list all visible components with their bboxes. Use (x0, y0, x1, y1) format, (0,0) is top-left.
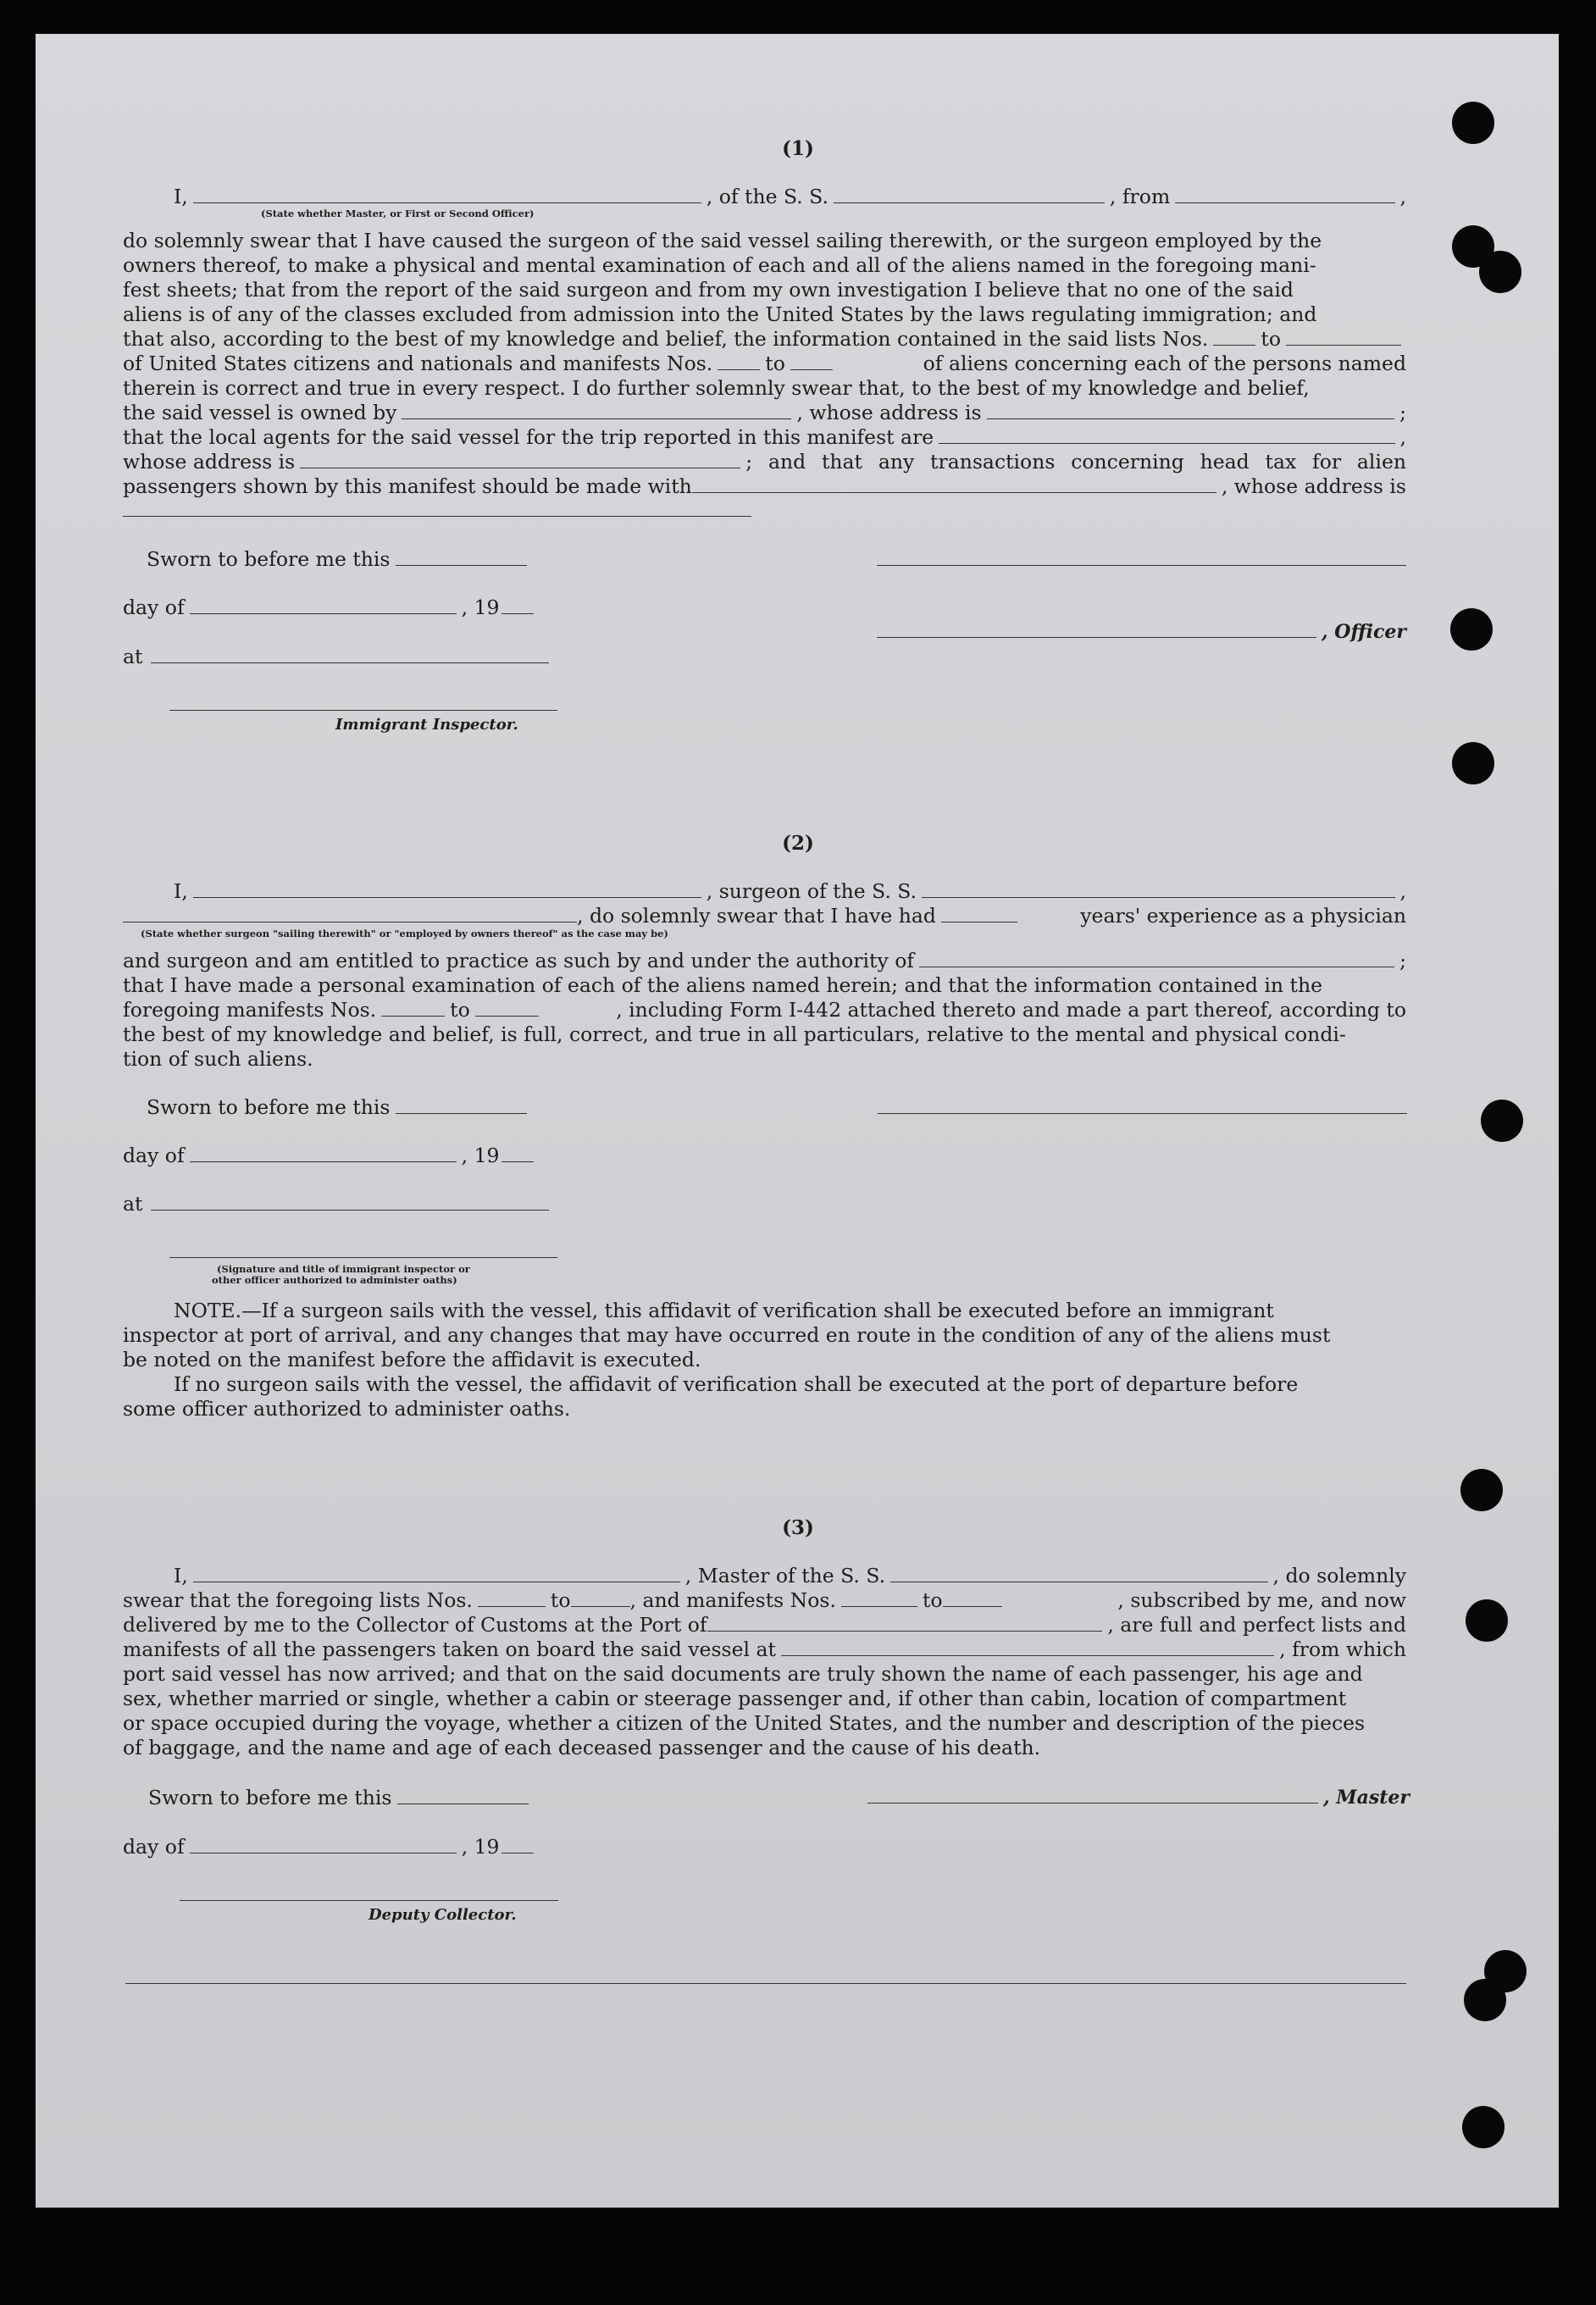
deputy-signature-line[interactable] (180, 1900, 558, 1901)
text: , of the S. S. (706, 185, 828, 208)
section-number: (2) (782, 832, 814, 855)
text: whose address is (123, 450, 296, 474)
master-label: , Master (1322, 1787, 1410, 1809)
inspector-signature-line[interactable] (169, 1257, 557, 1258)
text: that also, according to the best of my knowledge and belief, the information contained in the said lists Nos. (123, 327, 1209, 351)
para-line: that I have made a personal examination of each of the aliens named herein; and that the information contained in the (123, 973, 1322, 997)
para-line: sex, whether married or single, whether a cabin or steerage passenger and, if other than cabin, location of compartment (123, 1687, 1347, 1710)
para-line: port said vessel has now arrived; and that on the said documents are truly shown the name of each passenger, his age and (123, 1662, 1363, 1686)
text: of aliens concerning each of the persons named (923, 352, 1406, 375)
blank-field[interactable] (396, 565, 527, 566)
text: to (450, 998, 470, 1022)
at-line (123, 1192, 1406, 1216)
blank-field[interactable] (877, 637, 1316, 638)
day-line (123, 1835, 1406, 1859)
binder-hole (1452, 742, 1494, 784)
blank-field[interactable] (718, 369, 760, 370)
text: day of (123, 596, 185, 619)
text: , whose address is (1221, 474, 1406, 498)
text: the said vessel is owned by (123, 401, 397, 424)
note-line: inspector at port of arrival, and any changes that may have occurred en route in the condition of any of the aliens must (123, 1323, 1331, 1347)
text: , 19 (461, 1144, 500, 1167)
master-signature-line (867, 1786, 1410, 1810)
text: foregoing manifests Nos. (123, 998, 377, 1022)
blank-field[interactable] (475, 1016, 539, 1017)
text: Sworn to before me this (147, 1095, 391, 1119)
binder-hole (1479, 251, 1521, 293)
blank-field[interactable] (193, 202, 701, 203)
blank-field[interactable] (381, 1016, 445, 1017)
text: that the local agents for the said vessel for the trip reported in this manifest are (123, 425, 934, 449)
sworn-line (123, 547, 1406, 572)
binder-hole (1481, 1100, 1523, 1142)
blank-field[interactable] (834, 202, 1105, 203)
text: , are full and perfect lists and (1107, 1613, 1406, 1637)
sworn-line (123, 1095, 1406, 1120)
text: ; and that any transactions concerning head tax for alien (745, 450, 1406, 474)
officer-line (877, 620, 1406, 645)
text: Sworn to before me this (147, 547, 391, 571)
blank-field[interactable] (190, 1161, 457, 1162)
blank-field[interactable] (987, 418, 1394, 419)
binder-hole (1464, 1979, 1506, 2021)
text: and surgeon and am entitled to practice as such by and under the authority of (123, 949, 915, 972)
section-number: (3) (782, 1516, 814, 1539)
text: , Master of the S. S. (684, 1564, 886, 1587)
field-hint: (State whether surgeon "sailing therewith" or "employed by owners thereof" as the case may be) (141, 928, 668, 939)
text: day of (123, 1144, 185, 1167)
blank-field[interactable] (502, 1161, 534, 1162)
blank-field[interactable] (478, 1606, 546, 1607)
text: of United States citizens and nationals and manifests Nos. (123, 352, 713, 375)
blank-field[interactable] (841, 1606, 917, 1607)
note-line: be noted on the manifest before the affidavit is executed. (123, 1348, 701, 1371)
text: , 19 (461, 1835, 500, 1859)
text: , 19 (461, 596, 500, 619)
blank-field[interactable] (943, 1606, 1002, 1607)
para-line: or space occupied during the voyage, whether a citizen of the United States, and the number and description of the pieces (123, 1711, 1366, 1735)
master-line (123, 185, 1406, 209)
text: , from (1109, 185, 1171, 208)
para-line: owners thereof, to make a physical and mental examination of each and all of the aliens named in the foregoing mani- (123, 253, 1316, 277)
blank-field[interactable] (692, 492, 1216, 493)
para-line (123, 1637, 1406, 1662)
blank-field[interactable] (502, 613, 534, 614)
blank-field[interactable] (1175, 202, 1394, 203)
blank-field[interactable] (941, 922, 1017, 923)
text: swear that the foregoing lists Nos. (123, 1588, 473, 1612)
officer-signature-line[interactable] (877, 565, 1406, 566)
para-line (123, 450, 1406, 474)
para-line: tion of such aliens. (123, 1047, 313, 1071)
para-line (123, 949, 1406, 973)
para-line: aliens is of any of the classes excluded from admission into the United States by the laws regulating immigration; and (123, 302, 1317, 326)
para-line (123, 1588, 1406, 1613)
para-line: do solemnly swear that I have caused the surgeon of the said vessel sailing therewith, or the surgeon employed by the (123, 229, 1322, 252)
para-line (123, 1613, 1406, 1637)
blank-field[interactable] (707, 1631, 1103, 1632)
para-line (123, 327, 1406, 352)
para-line: therein is correct and true in every respect. I do further solemnly swear that, to the best of my knowledge and belief, (123, 376, 1310, 400)
text: years' experience as a physician (1080, 904, 1406, 928)
blank-field[interactable] (190, 613, 457, 614)
text: to (922, 1588, 943, 1612)
note-line: NOTE.—If a surgeon sails with the vessel, this affidavit of verification shall be executed before an immigrant (174, 1299, 1274, 1322)
surgeon-signature-line[interactable] (878, 1113, 1407, 1114)
text: ; (1399, 949, 1406, 972)
master-line (123, 1564, 1406, 1588)
text: , surgeon of the S. S. (706, 879, 917, 903)
text: , whose address is (796, 401, 982, 424)
text: ; (1399, 401, 1406, 424)
blank-field[interactable] (402, 418, 791, 419)
day-line (123, 596, 1406, 620)
text: , from which (1279, 1637, 1406, 1661)
blank-field[interactable] (867, 1803, 1318, 1804)
text: manifests of all the passengers taken on board the said vessel at (123, 1637, 776, 1661)
blank-field[interactable] (1286, 345, 1401, 346)
blank-field[interactable] (396, 1113, 527, 1114)
text: to (765, 352, 785, 375)
blank-field[interactable] (922, 897, 1394, 898)
para-line (123, 401, 1406, 425)
text: delivered by me to the Collector of Customs at the Port of (123, 1613, 707, 1637)
text: to (550, 1588, 571, 1612)
text: , do solemnly swear that I have had (577, 904, 936, 928)
para-line (123, 352, 1406, 376)
text: passengers shown by this manifest should be made with (123, 474, 692, 498)
para-line: fest sheets; that from the report of the said surgeon and from my own investigation I believe that no one of the said (123, 278, 1294, 302)
para-line (123, 998, 1406, 1022)
text: day of (123, 1835, 185, 1859)
field-hint: (State whether Master, or First or Second Officer) (261, 208, 535, 219)
surgeon-line (123, 879, 1406, 904)
blank-field[interactable] (1213, 345, 1255, 346)
day-line (123, 1144, 1406, 1168)
text: to (1261, 327, 1281, 351)
at-line (123, 645, 1406, 669)
blank-field[interactable] (151, 1210, 549, 1211)
binder-hole (1466, 1599, 1508, 1642)
text: , and manifests Nos. (629, 1588, 836, 1612)
binder-hole (1450, 608, 1493, 651)
blank-field[interactable] (123, 516, 751, 517)
blank-field[interactable] (790, 369, 833, 370)
binder-hole (1460, 1469, 1503, 1511)
text: , including Form I-442 attached thereto and made a part thereof, according to (616, 998, 1406, 1022)
para-line: the best of my knowledge and belief, is full, correct, and true in all particulars, relative to the mental and physical condi- (123, 1022, 1346, 1046)
text: at (123, 1192, 143, 1216)
officer-label: , Officer (1321, 621, 1406, 643)
text: , subscribed by me, and now (1117, 1588, 1406, 1612)
bottom-rule (125, 1983, 1406, 1984)
text: , (1399, 879, 1406, 903)
para-line: of baggage, and the name and age of each deceased passenger and the cause of his death. (123, 1736, 1041, 1759)
signature-hint: (Signature and title of immigrant inspector or (217, 1263, 470, 1275)
text: Sworn to before me this (148, 1786, 392, 1809)
text: I, (174, 1564, 188, 1587)
text: , (1399, 425, 1406, 449)
blank-field[interactable] (939, 443, 1394, 444)
note-line: some officer authorized to administer oaths. (123, 1397, 571, 1421)
text: I, (174, 879, 188, 903)
para-line (123, 474, 1406, 499)
text: , do solemnly (1272, 1564, 1406, 1587)
surgeon-line (123, 904, 1406, 928)
inspector-label: Immigrant Inspector. (335, 716, 518, 734)
section-number: (1) (782, 137, 814, 160)
blank-field[interactable] (571, 1606, 630, 1607)
text: , (1399, 185, 1406, 208)
text: I, (174, 185, 188, 208)
blank-field[interactable] (193, 897, 701, 898)
note-line: If no surgeon sails with the vessel, the affidavit of verification shall be executed at the port of departure before (174, 1372, 1299, 1396)
signature-hint: other officer authorized to administer oaths) (212, 1274, 457, 1286)
deputy-label: Deputy Collector. (369, 1906, 517, 1924)
text: at (123, 645, 143, 668)
inspector-signature-line[interactable] (169, 710, 557, 711)
para-line (123, 425, 1406, 450)
blank-field[interactable] (151, 662, 549, 663)
binder-hole (1462, 2106, 1505, 2148)
blank-field[interactable] (123, 922, 577, 923)
blank-field[interactable] (781, 1655, 1274, 1656)
